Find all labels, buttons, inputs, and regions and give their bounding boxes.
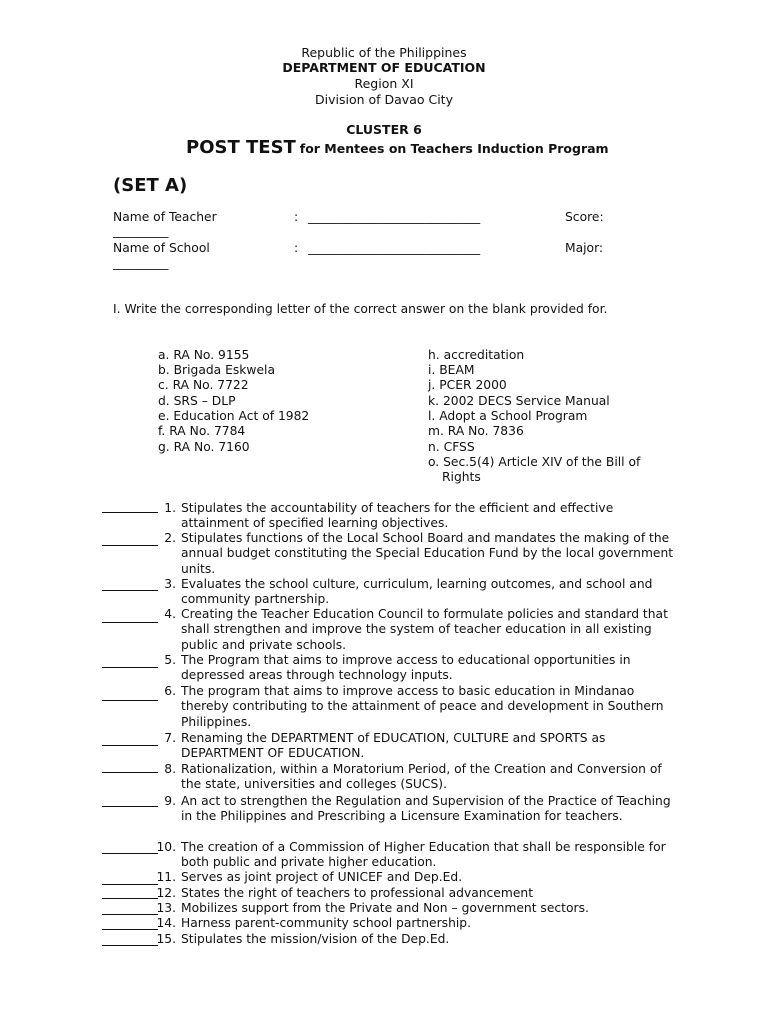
answer-blank[interactable] (102, 914, 158, 915)
question-number: 4. (164, 607, 176, 621)
republic-line: Republic of the Philippines (301, 45, 467, 60)
school-name-field[interactable]: ____________________________ (308, 241, 481, 255)
choice-j: j. PCER 2000 (428, 378, 507, 392)
answer-blank[interactable] (102, 898, 158, 899)
question-text: Rationalization, within a Moratorium Period, of the Creation and Conversion of the state, universities and colleges (SUCS). (181, 762, 662, 792)
question-number: 12. (156, 886, 176, 900)
question-number: 1. (164, 501, 176, 515)
post-test-title (186, 137, 609, 158)
question-text: Stipulates the mission/vision of the Dep.Ed. (181, 932, 450, 946)
score-field[interactable]: _________ (113, 224, 169, 238)
teacher-name-field[interactable]: ____________________________ (308, 210, 481, 224)
question-number: 10. (156, 840, 176, 854)
question-text: The creation of a Commission of Higher Education that shall be responsible for both public and private higher education. (181, 840, 666, 870)
question-text: Creating the Teacher Education Council to formulate policies and standard that shall strengthen and improve the system of teacher education in all existing public and private schools. (181, 607, 668, 652)
question-text: Stipulates the accountability of teachers for the efficient and effective attainment of specified learning objectives. (181, 501, 614, 531)
choice-l: l. Adopt a School Program (428, 409, 588, 423)
choice-e: e. Education Act of 1982 (158, 409, 310, 423)
choice-i: i. BEAM (428, 363, 475, 377)
answer-blank[interactable] (102, 929, 158, 930)
question-text: Evaluates the school culture, curriculum, learning outcomes, and school and community partnership. (181, 577, 653, 607)
instruction-text: I. Write the corresponding letter of the correct answer on the blank provided for. (113, 302, 608, 316)
post-test-heading: POST TEST (186, 137, 296, 158)
question-number: 11. (156, 870, 176, 884)
answer-blank[interactable] (102, 545, 158, 546)
answer-blank[interactable] (102, 700, 158, 701)
question-number: 7. (164, 731, 176, 745)
answer-blank[interactable] (102, 512, 158, 513)
choice-o: o. Sec.5(4) Article XIV of the Bill of (428, 455, 641, 469)
choice-f: f. RA No. 7784 (158, 424, 246, 438)
question-text: Renaming the DEPARTMENT of EDUCATION, CULTURE and SPORTS as DEPARTMENT OF EDUCATION. (181, 731, 606, 761)
question-text: Mobilizes support from the Private and Non – government sectors. (181, 901, 589, 915)
choice-d: d. SRS – DLP (158, 394, 236, 408)
answer-blank[interactable] (102, 772, 158, 773)
region-line: Region XI (354, 76, 414, 91)
choice-m: m. RA No. 7836 (428, 424, 524, 438)
choice-n: n. CFSS (428, 440, 475, 454)
department-line: DEPARTMENT OF EDUCATION (282, 60, 486, 75)
answer-blank[interactable] (102, 622, 158, 623)
choice-c: c. RA No. 7722 (158, 378, 249, 392)
answer-blank[interactable] (102, 667, 158, 668)
teacher-name-label: Name of Teacher (113, 210, 217, 224)
answer-blank[interactable] (102, 884, 158, 885)
choice-h: h. accreditation (428, 348, 525, 362)
major-field[interactable]: _________ (113, 256, 169, 270)
question-number: 13. (156, 901, 176, 915)
question-text: The Program that aims to improve access to educational opportunities in depressed areas through technology inputs. (181, 653, 631, 683)
choice-o-continued: Rights (442, 470, 481, 484)
question-text: Stipulates functions of the Local School Board and mandates the making of the annual budget constituting the Special Education Fund by the local government units. (181, 531, 674, 576)
question-text: Harness parent-community school partnership. (181, 916, 471, 930)
question-number: 8. (164, 762, 176, 776)
answer-blank[interactable] (102, 806, 158, 807)
question-number: 2. (164, 531, 176, 545)
choice-b: b. Brigada Eskwela (158, 363, 275, 377)
question-text: States the right of teachers to professional advancement (181, 886, 534, 900)
question-number: 14. (156, 916, 176, 930)
school-name-label: Name of School (113, 241, 210, 255)
question-number: 3. (164, 577, 176, 591)
answer-blank[interactable] (102, 853, 158, 854)
answer-blank[interactable] (102, 945, 158, 946)
teacher-colon: : (294, 210, 299, 224)
answer-blank[interactable] (102, 745, 158, 746)
answer-blank[interactable] (102, 590, 158, 591)
choice-a: a. RA No. 9155 (158, 348, 250, 362)
score-label: Score: (565, 210, 604, 224)
question-number: 9. (164, 794, 176, 808)
question-text: An act to strengthen the Regulation and Supervision of the Practice of Teaching in the Philippines and Prescribing a Licensure Examination for teachers. (181, 794, 671, 824)
question-text: The program that aims to improve access to basic education in Mindanao thereby contributing to the attainment of peace and development in Southern Philippines. (181, 684, 664, 729)
question-number: 15. (156, 932, 176, 946)
set-label: (SET A) (113, 175, 188, 196)
cluster-line: CLUSTER 6 (346, 122, 422, 137)
question-number: 6. (164, 684, 176, 698)
major-label: Major: (565, 241, 604, 255)
choice-g: g. RA No. 7160 (158, 440, 250, 454)
school-colon: : (294, 241, 299, 255)
post-test-subtitle: for Mentees on Teachers Induction Program (299, 141, 609, 156)
choice-k: k. 2002 DECS Service Manual (428, 394, 610, 408)
question-number: 5. (164, 653, 176, 667)
division-line: Division of Davao City (315, 92, 453, 107)
question-text: Serves as joint project of UNICEF and Dep.Ed. (181, 870, 463, 884)
